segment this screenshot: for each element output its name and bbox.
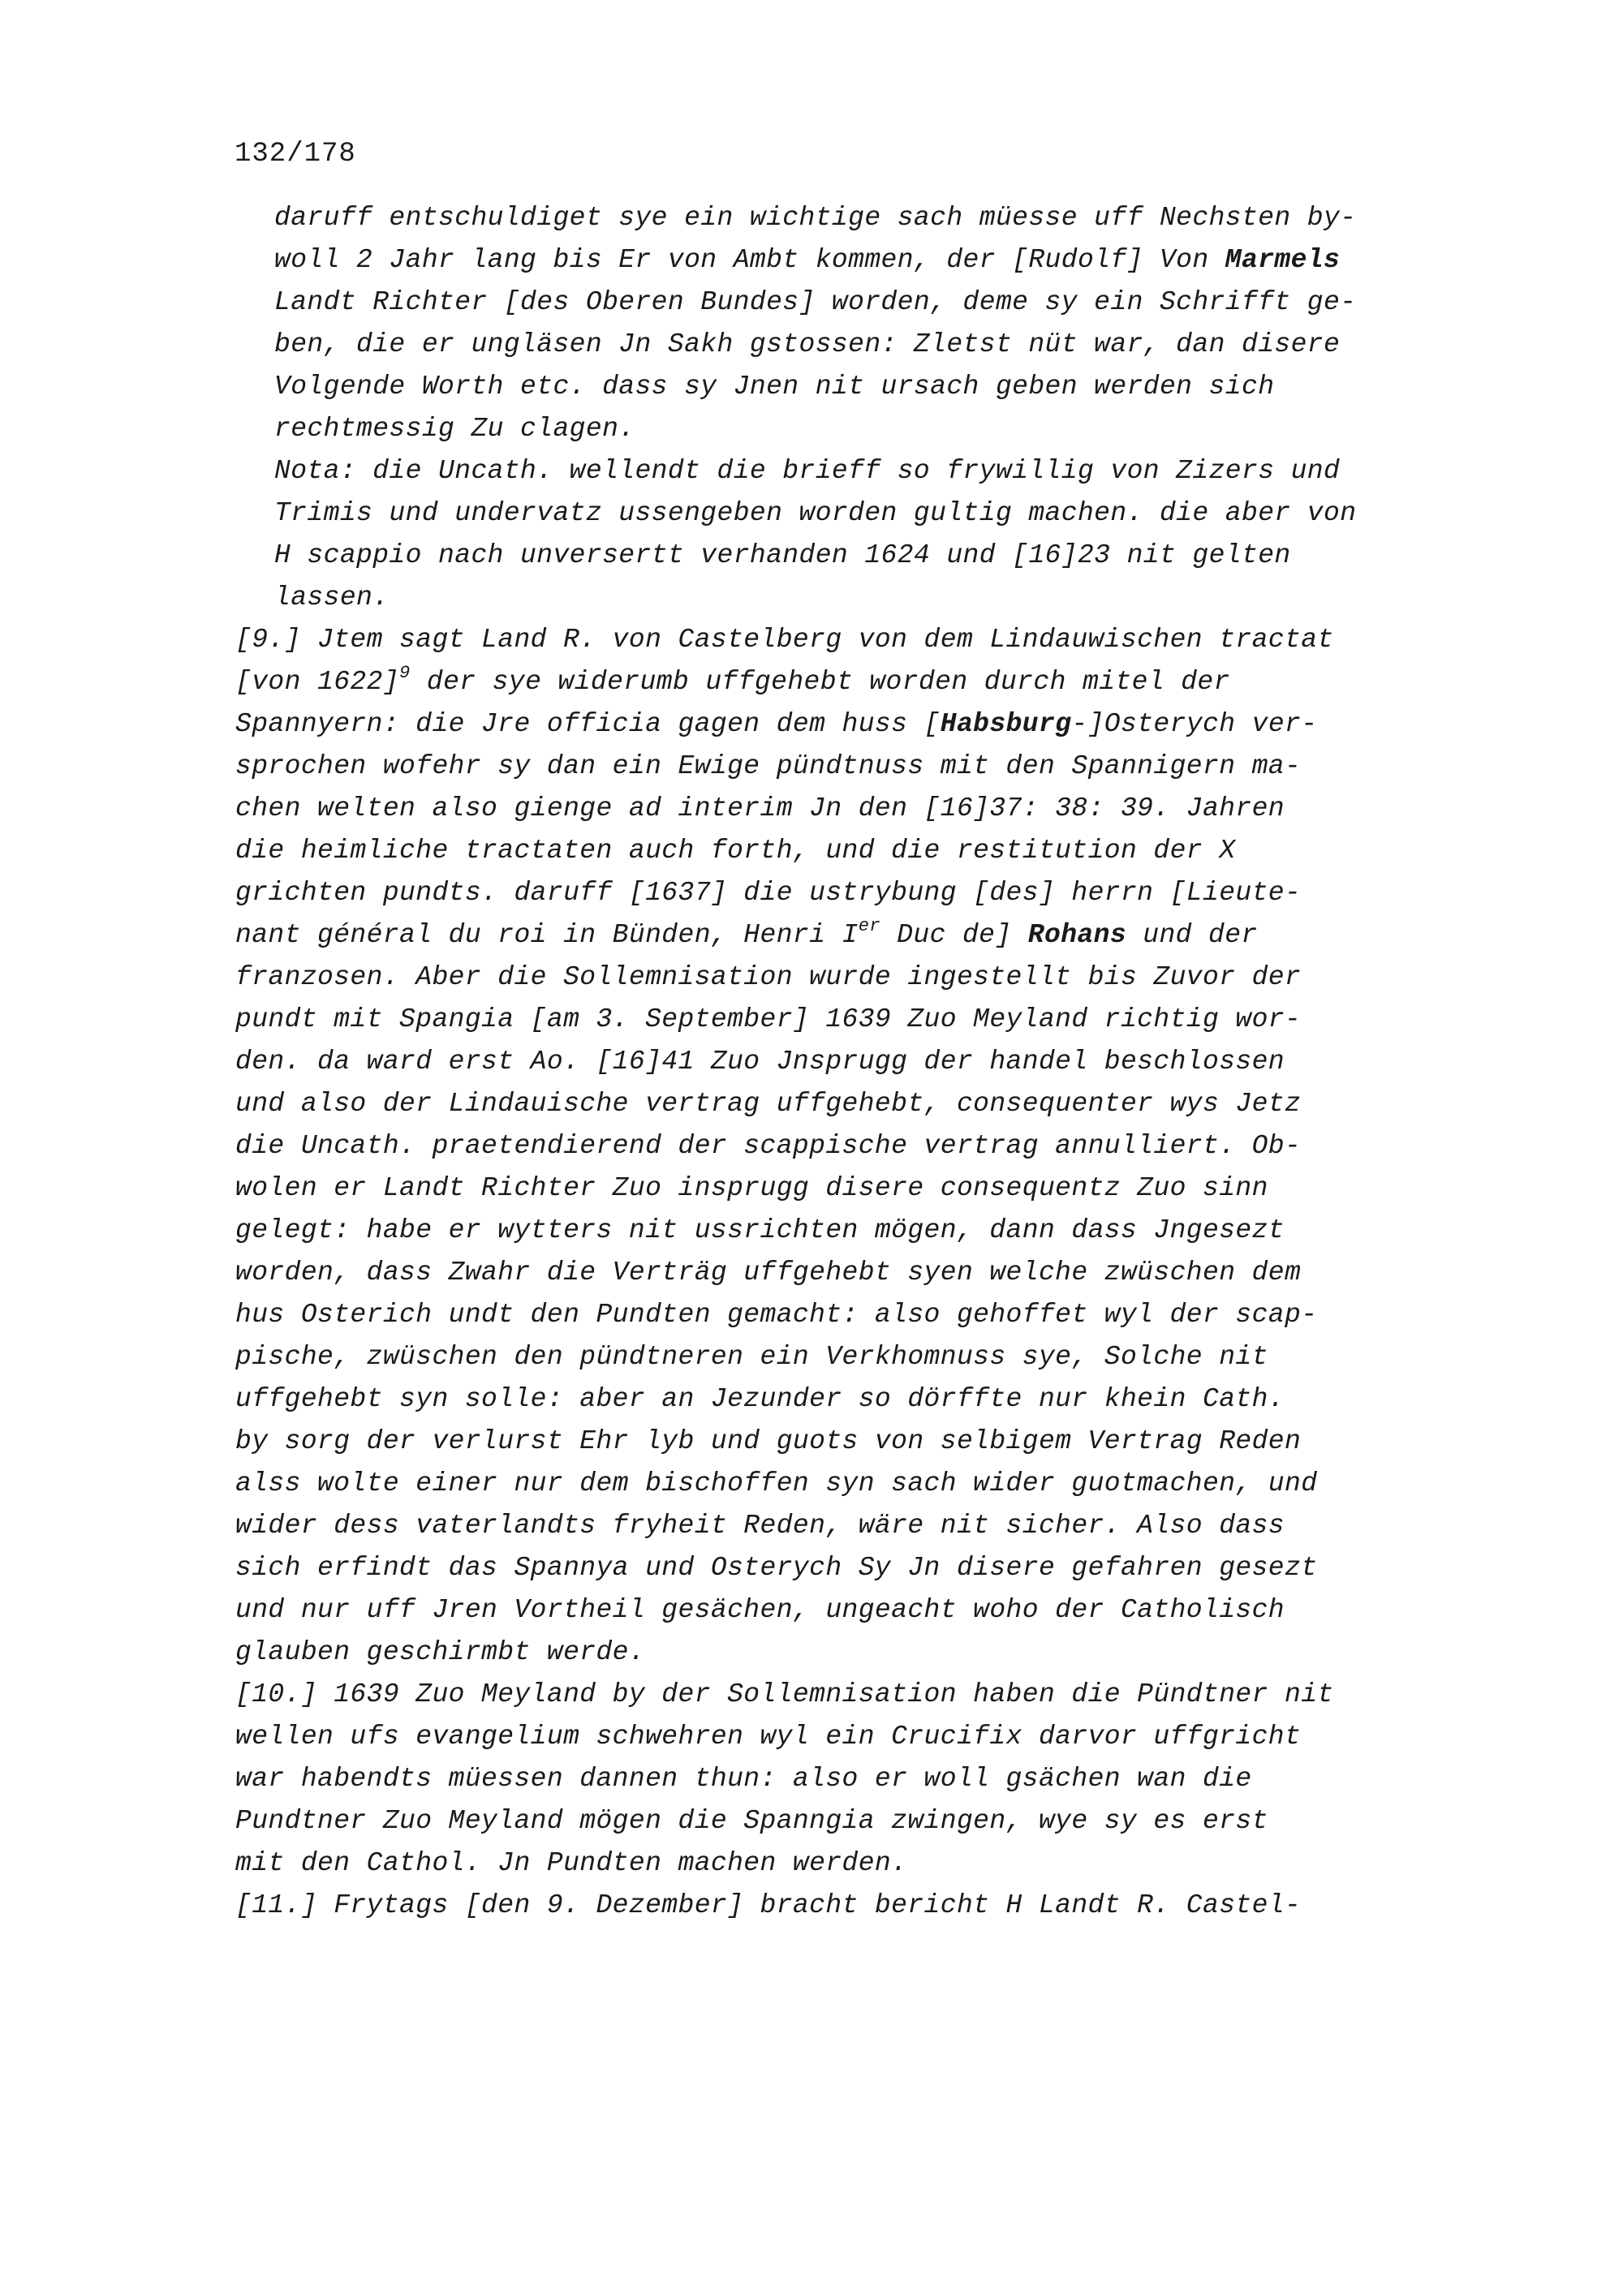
- text-line: und nur uff Jren Vortheil gesächen, ungeacht woho der Catholisch: [235, 1595, 1285, 1625]
- text-line: [10.] 1639 Zuo Meyland by der Sollemnisation haben die Pündtner nit: [235, 1679, 1334, 1709]
- text-line: Pundtner Zuo Meyland mögen die Spanngia zwingen, wye sy es erst: [235, 1806, 1268, 1836]
- text-line: grichten pundts. daruff [1637] die ustrybung [des] herrn [Lieute-: [235, 878, 1302, 908]
- text-line: wellen ufs evangelium schwehren wyl ein Crucifix darvor uffgricht: [235, 1722, 1302, 1752]
- paragraph-item-9: [235, 619, 1485, 1674]
- text-line: wider dess vaterlandts fryheit Reden, wäre nit sicher. Also dass: [235, 1511, 1285, 1541]
- text-line: gelegt: habe er wytters nit ussrichten mögen, dann dass Jngesezt: [235, 1215, 1285, 1245]
- text-line: [11.] Frytags [den 9. Dezember] bracht bericht H Landt R. Castel-: [235, 1890, 1302, 1920]
- text-line: wolen er Landt Richter Zuo insprugg disere consequentz Zuo sinn: [235, 1173, 1268, 1203]
- text-line: hus Osterich undt den Pundten gemacht: also gehoffet wyl der scap-: [235, 1300, 1318, 1330]
- text-line: [235, 914, 1485, 957]
- text-line: ben, die er ungläsen Jn Sakh gstossen: Zletst nüt war, dan disere: [274, 329, 1341, 359]
- text-line: H scappio nach unversertt verhanden 1624 und [16]23 nit gelten: [274, 540, 1291, 570]
- text-line: die Uncath. praetendierend der scappische vertrag annulliert. Ob-: [235, 1131, 1302, 1161]
- text-line: mit den Cathol. Jn Pundten machen werden.: [235, 1848, 908, 1878]
- name-rohans: Rohans: [1027, 920, 1127, 950]
- text-line: daruff entschuldiget sye ein wichtige sach müesse uff Nechsten by-: [274, 203, 1357, 233]
- paragraph-nota: [235, 450, 1485, 619]
- paragraph-continuation: [235, 197, 1485, 450]
- text-run: -]Osterych ver-: [1071, 709, 1318, 739]
- text-line: den. da ward erst Ao. [16]41 Zuo Jnsprugg der handel beschlossen: [235, 1047, 1285, 1077]
- text-line: war habendts müessen dannen thun: also er woll gsächen wan die: [235, 1764, 1252, 1794]
- text-line: chen welten also gienge ad interim Jn den [16]37: 38: 39. Jahren: [235, 793, 1285, 823]
- text-run: [von 1622]: [235, 667, 400, 697]
- text-line: worden, dass Zwahr die Verträg uffgehebt syen welche zwüschen dem: [235, 1258, 1302, 1288]
- text-run: Spannyern: die Jre officia gagen dem huss [: [235, 709, 941, 739]
- text-line: [235, 661, 1485, 703]
- text-run: nant général du roi in Bünden, Henri I: [235, 920, 859, 950]
- text-run: woll 2 Jahr lang bis Er von Ambt kommen, der [Rudolf] Von: [274, 245, 1225, 275]
- paragraph-item-10: [235, 1674, 1485, 1885]
- text-line: [235, 703, 1485, 746]
- superscript: er: [858, 916, 880, 936]
- text-line: Trimis und undervatz ussengeben worden gultig machen. die aber von: [274, 498, 1357, 528]
- text-line: die heimliche tractaten auch forth, und die restitution der X: [235, 836, 1236, 866]
- text-line: Landt Richter [des Oberen Bundes] worden, deme sy ein Schrifft ge-: [274, 287, 1357, 317]
- text-run: und der: [1126, 920, 1258, 950]
- text-line: lassen.: [274, 583, 390, 613]
- document-body: [235, 197, 1485, 1927]
- text-line: uffgehebt syn solle: aber an Jezunder so dörffte nur khein Cath.: [235, 1384, 1285, 1414]
- text-line: franzosen. Aber die Sollemnisation wurde ingestellt bis Zuvor der: [235, 962, 1302, 992]
- text-line: glauben geschirmbt werde.: [235, 1637, 646, 1667]
- name-habsburg: Habsburg: [940, 709, 1072, 739]
- footnote-marker: 9: [399, 663, 411, 683]
- text-line: Volgende Worth etc. dass sy Jnen nit ursach geben werden sich: [274, 372, 1275, 402]
- text-run: der sye widerumb uffgehebt worden durch mitel der: [410, 667, 1230, 697]
- text-line: und also der Lindauische vertrag uffgehebt, consequenter wys Jetz: [235, 1089, 1302, 1119]
- text-line: Nota: die Uncath. wellendt die brieff so frywillig von Zizers und: [274, 456, 1341, 486]
- text-line: alss wolte einer nur dem bischoffen syn sach wider guotmachen, und: [235, 1468, 1318, 1498]
- text-line: [9.] Jtem sagt Land R. von Castelberg von dem Lindauwischen tractat: [235, 625, 1334, 655]
- text-line: sprochen wofehr sy dan ein Ewige pündtnuss mit den Spannigern ma-: [235, 751, 1302, 781]
- text-line: pundt mit Spangia [am 3. September] 1639 Zuo Meyland richtig wor-: [235, 1004, 1302, 1034]
- text-run: Duc de]: [880, 920, 1028, 950]
- name-marmels: Marmels: [1225, 245, 1341, 275]
- text-line: pische, zwüschen den pündtneren ein Verkhomnuss sye, Solche nit: [235, 1342, 1268, 1372]
- text-line: by sorg der verlurst Ehr lyb und guots von selbigem Vertrag Reden: [235, 1426, 1302, 1456]
- page-number: 132/178: [235, 139, 356, 170]
- text-line: sich erfindt das Spannya und Osterych Sy Jn disere gefahren gesezt: [235, 1553, 1318, 1583]
- paragraph-item-11: [235, 1885, 1485, 1927]
- text-line: [274, 239, 1485, 282]
- text-line: rechtmessig Zu clagen.: [274, 414, 635, 444]
